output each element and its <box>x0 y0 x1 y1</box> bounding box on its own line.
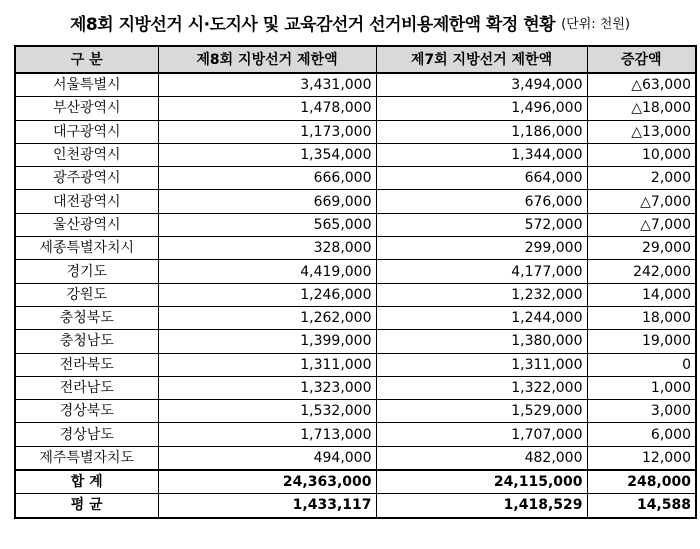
limit-change: 0 <box>587 353 696 376</box>
limit-8th: 328,000 <box>158 237 376 260</box>
limit-8th: 666,000 <box>158 167 376 190</box>
region-name: 세종특별자치시 <box>15 237 158 260</box>
total-8th: 24,363,000 <box>158 470 376 494</box>
total-7th: 24,115,000 <box>376 470 587 494</box>
limit-change: 18,000 <box>587 306 696 329</box>
limit-7th: 1,380,000 <box>376 330 587 353</box>
header-change: 증감액 <box>587 46 696 73</box>
total-label: 합 계 <box>15 470 158 494</box>
limit-change: △13,000 <box>587 120 696 143</box>
limit-change: △7,000 <box>587 190 696 213</box>
limit-7th: 1,244,000 <box>376 306 587 329</box>
limit-change: 14,000 <box>587 283 696 306</box>
region-name: 대구광역시 <box>15 120 158 143</box>
table-row <box>15 190 696 213</box>
limit-8th: 3,431,000 <box>158 73 376 97</box>
limit-change: 3,000 <box>587 400 696 423</box>
table-row <box>15 283 696 306</box>
table-row <box>15 353 696 376</box>
limit-change: 29,000 <box>587 237 696 260</box>
limit-change: 2,000 <box>587 167 696 190</box>
region-name: 경기도 <box>15 260 158 283</box>
table-row <box>15 423 696 446</box>
region-name: 경상남도 <box>15 423 158 446</box>
limit-8th: 1,246,000 <box>158 283 376 306</box>
limit-8th: 1,311,000 <box>158 353 376 376</box>
limit-7th: 1,707,000 <box>376 423 587 446</box>
limit-7th: 1,344,000 <box>376 143 587 166</box>
header-7th-limit: 제7회 지방선거 제한액 <box>376 46 587 73</box>
table-row <box>15 213 696 236</box>
table-row <box>15 167 696 190</box>
limit-8th: 1,713,000 <box>158 423 376 446</box>
limit-7th: 3,494,000 <box>376 73 587 97</box>
title-unit: (단위: 천원) <box>561 16 630 32</box>
average-change: 14,588 <box>587 494 696 518</box>
region-name: 경상북도 <box>15 400 158 423</box>
limit-7th: 664,000 <box>376 167 587 190</box>
average-label: 평 균 <box>15 494 158 518</box>
limit-8th: 1,399,000 <box>158 330 376 353</box>
limit-8th: 1,354,000 <box>158 143 376 166</box>
total-change: 248,000 <box>587 470 696 494</box>
limit-8th: 1,173,000 <box>158 120 376 143</box>
region-name: 대전광역시 <box>15 190 158 213</box>
title-main: 제8회 지방선거 시·도지사 및 교육감선거 선거비용제한액 확정 현황 <box>70 14 556 35</box>
limit-7th: 572,000 <box>376 213 587 236</box>
table-row <box>15 143 696 166</box>
total-row <box>15 470 696 494</box>
header-category: 구 분 <box>15 46 158 73</box>
table-row <box>15 330 696 353</box>
limit-7th: 1,311,000 <box>376 353 587 376</box>
region-name: 강원도 <box>15 283 158 306</box>
region-name: 울산광역시 <box>15 213 158 236</box>
limit-7th: 676,000 <box>376 190 587 213</box>
limit-8th: 1,323,000 <box>158 376 376 399</box>
limit-7th: 1,322,000 <box>376 376 587 399</box>
table-row <box>15 260 696 283</box>
page-title <box>0 0 700 44</box>
limit-7th: 299,000 <box>376 237 587 260</box>
limit-change: △63,000 <box>587 73 696 97</box>
region-name: 충청남도 <box>15 330 158 353</box>
header-8th-limit: 제8회 지방선거 제한액 <box>158 46 376 73</box>
limit-8th: 1,532,000 <box>158 400 376 423</box>
table-row <box>15 120 696 143</box>
average-8th: 1,433,117 <box>158 494 376 518</box>
header-row <box>15 46 696 73</box>
limit-8th: 4,419,000 <box>158 260 376 283</box>
limit-7th: 482,000 <box>376 446 587 470</box>
table-row <box>15 306 696 329</box>
table-row <box>15 237 696 260</box>
limit-7th: 1,186,000 <box>376 120 587 143</box>
limit-change: △18,000 <box>587 97 696 120</box>
limit-8th: 494,000 <box>158 446 376 470</box>
region-name: 인천광역시 <box>15 143 158 166</box>
table-row <box>15 97 696 120</box>
limit-8th: 565,000 <box>158 213 376 236</box>
limit-change: 6,000 <box>587 423 696 446</box>
table-row <box>15 73 696 97</box>
region-name: 전라북도 <box>15 353 158 376</box>
region-name: 제주특별자치도 <box>15 446 158 470</box>
limit-7th: 1,529,000 <box>376 400 587 423</box>
limit-change: 12,000 <box>587 446 696 470</box>
limit-change: 19,000 <box>587 330 696 353</box>
limit-change: 1,000 <box>587 376 696 399</box>
region-name: 전라남도 <box>15 376 158 399</box>
table-row <box>15 376 696 399</box>
region-name: 광주광역시 <box>15 167 158 190</box>
expense-limit-table <box>14 45 697 519</box>
table-row <box>15 446 696 470</box>
average-row <box>15 494 696 518</box>
average-7th: 1,418,529 <box>376 494 587 518</box>
limit-7th: 1,232,000 <box>376 283 587 306</box>
limit-7th: 1,496,000 <box>376 97 587 120</box>
limit-8th: 1,478,000 <box>158 97 376 120</box>
table-body <box>15 73 696 470</box>
limit-change: 10,000 <box>587 143 696 166</box>
limit-7th: 4,177,000 <box>376 260 587 283</box>
region-name: 서울특별시 <box>15 73 158 97</box>
region-name: 부산광역시 <box>15 97 158 120</box>
limit-change: 242,000 <box>587 260 696 283</box>
limit-8th: 1,262,000 <box>158 306 376 329</box>
region-name: 충청북도 <box>15 306 158 329</box>
limit-8th: 669,000 <box>158 190 376 213</box>
table-row <box>15 400 696 423</box>
limit-change: △7,000 <box>587 213 696 236</box>
